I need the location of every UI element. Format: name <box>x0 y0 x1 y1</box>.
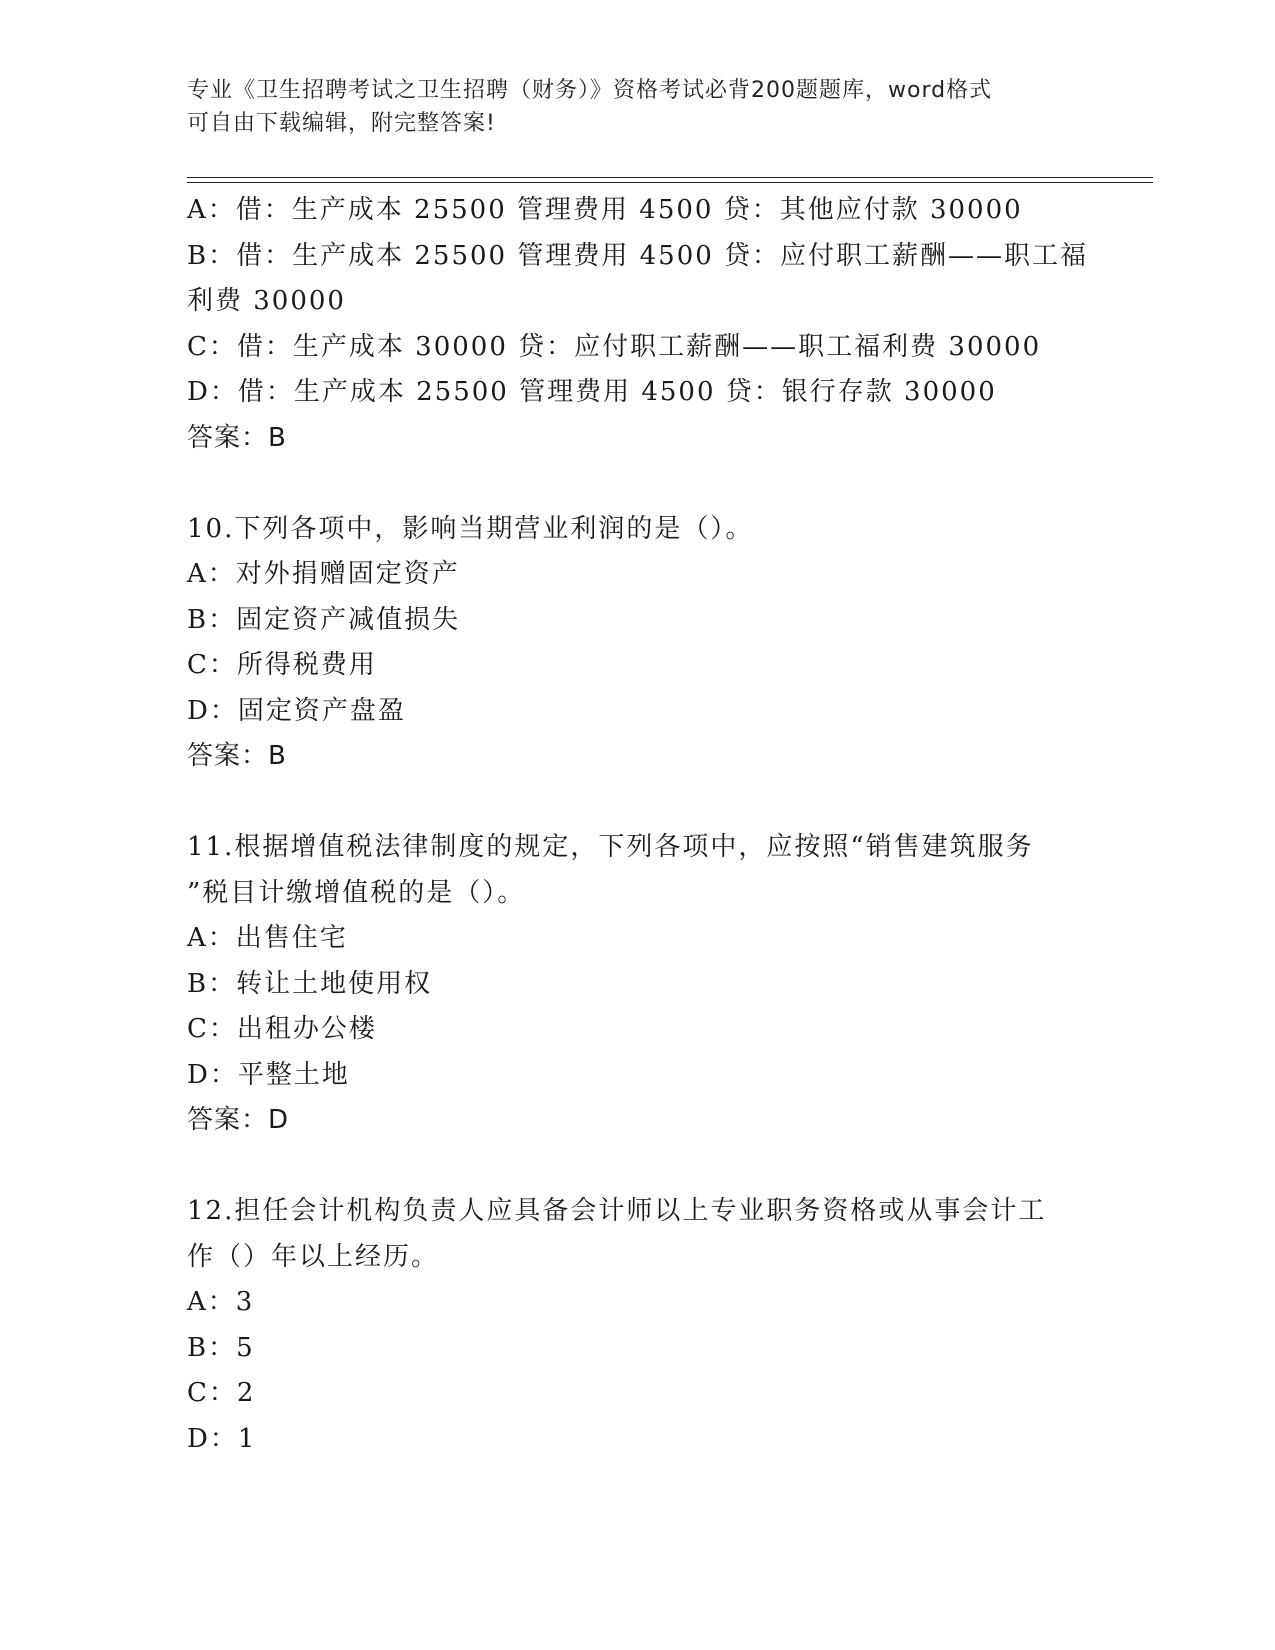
option-c: C：2 <box>187 1378 256 1408</box>
spacer <box>187 461 1087 507</box>
header-rule-bottom <box>187 182 1153 183</box>
question-text: 10.下列各项中，影响当期营业利润的是（）。 <box>187 513 754 544</box>
option-a: A：出售住宅 <box>187 923 348 953</box>
question-text-line-1: 12.担任会计机构负责人应具备会计师以上专业职务资格或从事会计工 <box>187 1196 1047 1226</box>
option-a: A：3 <box>187 1287 255 1317</box>
option-b: B：5 <box>187 1332 255 1363</box>
header-title-line-1: 专业《卫生招聘考试之卫生招聘（财务）》资格考试必背200题题库，word格式 <box>187 78 993 103</box>
question-text-line-2: ”税目计缴增值税的是（）。 <box>187 877 526 908</box>
question-12 <box>187 1189 1087 1462</box>
question-11 <box>187 825 1087 1144</box>
question-10 <box>187 507 1087 780</box>
spacer <box>187 1144 1087 1190</box>
header-title-line-2: 可自由下载编辑，附完整答案! <box>187 111 496 136</box>
question-text-line-2: 作（）年以上经历。 <box>187 1241 440 1272</box>
spacer <box>187 780 1087 826</box>
option-c: C：借：生产成本 30000 贷：应付职工薪酬——职工福利费 30000 <box>187 331 1042 362</box>
answer: 答案：B <box>187 741 287 771</box>
option-d: D：1 <box>187 1423 257 1454</box>
question-9 <box>187 188 1087 461</box>
option-d: D：平整土地 <box>187 1059 350 1090</box>
option-b: B：借：生产成本 25500 管理费用 4500 贷：应付职工薪酬——职工福 <box>187 240 1089 271</box>
answer: 答案：B <box>187 422 287 453</box>
document-header <box>187 74 1067 140</box>
option-b: B：转让土地使用权 <box>187 968 433 999</box>
option-a: A：借：生产成本 25500 管理费用 4500 贷：其他应付款 30000 <box>187 195 1023 225</box>
question-content <box>187 188 1087 1462</box>
option-d: D：固定资产盘盈 <box>187 695 406 726</box>
header-rule-top <box>187 177 1153 178</box>
answer: 答案：D <box>187 1105 290 1135</box>
option-b: B：固定资产减值损失 <box>187 604 461 635</box>
option-b-continued: 利费 30000 <box>187 286 346 316</box>
option-a: A：对外捐赠固定资产 <box>187 559 460 589</box>
option-c: C：出租办公楼 <box>187 1014 377 1044</box>
option-d: D：借：生产成本 25500 管理费用 4500 贷：银行存款 30000 <box>187 377 997 407</box>
option-c: C：所得税费用 <box>187 650 377 680</box>
question-text-line-1: 11.根据增值税法律制度的规定，下列各项中，应按照“销售建筑服务 <box>187 832 1034 862</box>
